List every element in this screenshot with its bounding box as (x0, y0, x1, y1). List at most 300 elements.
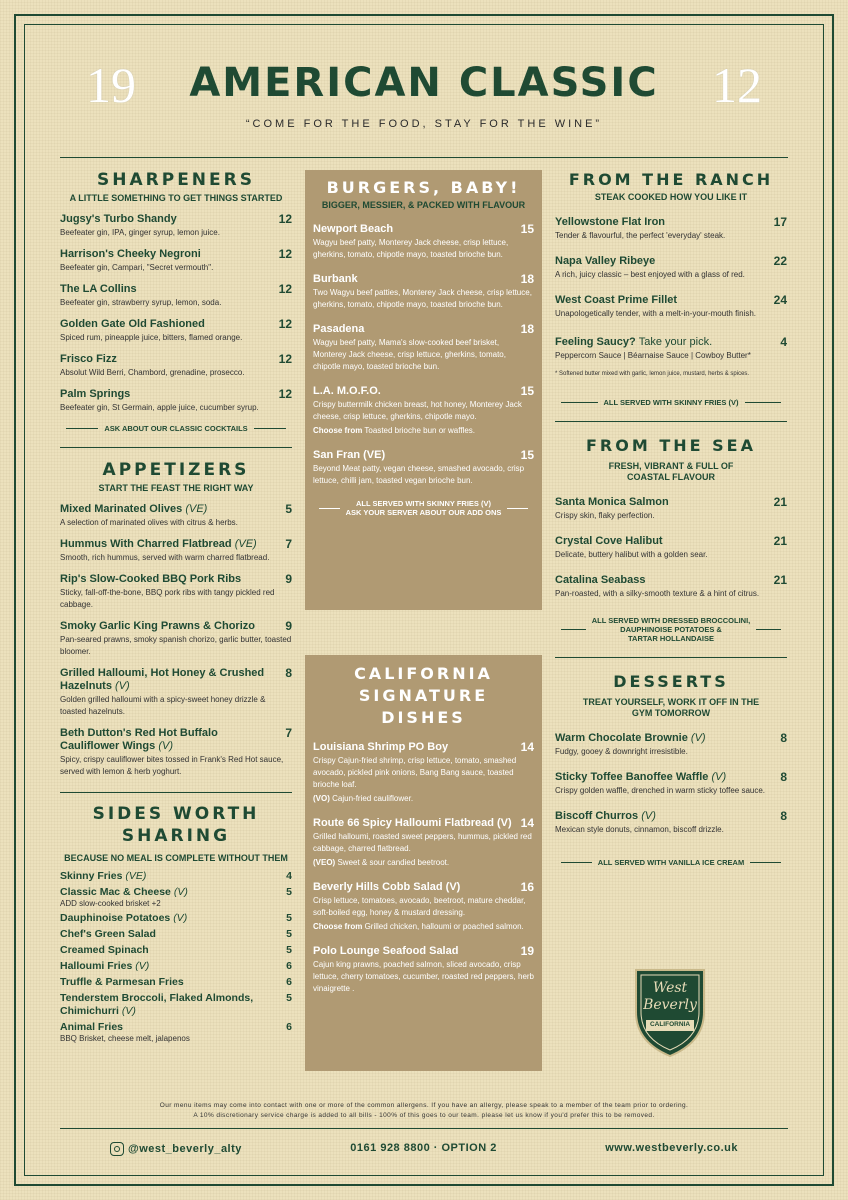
side-name (60, 886, 188, 899)
side-name-text: Skinny Fries (60, 870, 123, 882)
item-name (60, 283, 137, 296)
item-price: 22 (773, 254, 787, 268)
menu-item (555, 255, 787, 281)
item-name (313, 817, 512, 830)
side-name (60, 1021, 123, 1034)
item-description: Peppercorn Sauce | Béarnaise Sauce | Cowboy Butter* (555, 351, 751, 360)
instagram-icon (110, 1142, 124, 1156)
item-price: 24 (773, 293, 787, 307)
menu-item (60, 667, 292, 718)
item-name (555, 574, 646, 587)
item-name-text: Catalina Seabass (555, 574, 646, 586)
item-row (60, 503, 292, 516)
dietary-tag: (V) (135, 960, 150, 972)
item-name-text: Burbank (313, 273, 358, 285)
option-label: (VO) (313, 794, 330, 803)
side-description: ADD slow-cooked brisket +2 (60, 899, 161, 908)
item-price: 8 (285, 666, 292, 680)
item-price: 9 (285, 572, 292, 586)
side-price: 5 (286, 944, 292, 956)
item-name (60, 727, 279, 753)
side-name-text: Truffle & Parmesan Fries (60, 976, 184, 988)
item-option (313, 921, 534, 933)
item-price: 19 (520, 944, 534, 958)
item-name-text: Palm Springs (60, 388, 131, 400)
logo-text-california: CALIFORNIA (649, 1021, 691, 1028)
menu-item (555, 574, 787, 600)
item-price: 21 (773, 495, 787, 509)
item-name (60, 620, 255, 633)
menu-item (555, 810, 787, 836)
item-row (60, 573, 292, 586)
side-row (60, 886, 292, 899)
west-beverly-logo (630, 962, 710, 1058)
item-option (313, 793, 534, 805)
item-row (60, 318, 292, 331)
item-description: Absolut Wild Berri, Chambord, grenadine, prosecco. (60, 368, 245, 377)
item-name-text: Yellowstone Flat Iron (555, 216, 666, 228)
dietary-tag: (V) (173, 886, 188, 898)
dietary-tag: (VE) (125, 870, 147, 882)
item-price: 7 (285, 537, 292, 551)
desserts-section (555, 672, 787, 867)
item-name (555, 255, 655, 268)
item-row (555, 535, 787, 548)
item-description: Crispy skin, flaky perfection. (555, 511, 655, 520)
item-price: 15 (520, 448, 534, 462)
dietary-tag: (VE) (234, 538, 257, 550)
item-price: 12 (278, 247, 292, 261)
side-item (60, 870, 292, 883)
logo-text-west: West (652, 980, 688, 996)
sharpeners-section (60, 170, 292, 433)
item-price: 14 (520, 816, 534, 830)
section-title-line2: SIGNATURE (358, 686, 489, 705)
menu-item (555, 216, 787, 242)
item-description: Grilled halloumi, roasted sweet peppers, hummus, pickled red cabbage, charred flatbread. (313, 832, 532, 853)
item-description: Cajun king prawns, poached salmon, sliced avocado, crisp lettuce, cherry tomatoes, cucumber, roasted red peppers, herb vinaigrette . (313, 960, 535, 993)
option-text: Cajun-fried cauliflower. (332, 794, 414, 803)
item-price: 16 (520, 880, 534, 894)
item-row (60, 388, 292, 401)
side-name-text: Creamed Spinach (60, 944, 149, 956)
item-price: 12 (278, 352, 292, 366)
item-name-text: Sticky Toffee Banoffee Waffle (555, 771, 709, 783)
item-row (555, 810, 787, 823)
side-name (60, 976, 184, 989)
divider (60, 447, 292, 448)
side-item (60, 912, 292, 925)
header-divider (60, 157, 788, 158)
sea-section (555, 436, 787, 643)
item-row (313, 385, 534, 398)
side-price: 5 (286, 992, 292, 1004)
item-name-text: Santa Monica Salmon (555, 496, 669, 508)
item-name (555, 732, 706, 745)
menu-item (555, 732, 787, 758)
item-description: A selection of marinated olives with citrus & herbs. (60, 518, 238, 527)
menu-item (313, 323, 534, 373)
left-column (60, 170, 292, 1044)
instagram-link[interactable] (110, 1142, 242, 1156)
item-price: 8 (780, 809, 787, 823)
item-description: Pan-roasted, with a silky-smooth texture & a hint of citrus. (555, 589, 760, 598)
section-title: DESSERTS (613, 672, 729, 691)
item-name-text: Hummus With Charred Flatbread (60, 538, 232, 550)
menu-item (555, 496, 787, 522)
item-price: 17 (773, 215, 787, 229)
item-row (60, 353, 292, 366)
side-item (60, 1021, 292, 1044)
item-row (555, 496, 787, 509)
menu-item (313, 945, 534, 995)
website-link[interactable]: www.westbeverly.co.uk (605, 1142, 738, 1154)
item-price: 15 (520, 384, 534, 398)
menu-item (60, 620, 292, 658)
item-name: Feeling Saucy? (555, 336, 636, 348)
side-item (60, 960, 292, 973)
item-name-text: Beverly Hills Cobb Salad (V) (313, 881, 461, 893)
item-price: 15 (520, 222, 534, 236)
item-name-text: Polo Lounge Seafood Salad (313, 945, 459, 957)
section-subtitle: START THE FEAST THE RIGHT WAY (98, 483, 254, 493)
item-name (313, 223, 393, 236)
item-row (313, 881, 534, 894)
item-description: Wagyu beef patty, Monterey Jack cheese, crisp lettuce, gherkins, tomato, chipotle mayo, toasted brioche bun. (313, 238, 509, 259)
item-price: 12 (278, 282, 292, 296)
menu-item (313, 273, 534, 311)
item-name (60, 248, 201, 261)
item-option (313, 857, 534, 869)
side-row (60, 976, 292, 989)
item-description: Beyond Meat patty, vegan cheese, smashed avocado, crisp lettuce, chilli jam, toasted vegan brioche bun. (313, 464, 525, 485)
item-name (313, 385, 381, 398)
divider (555, 657, 787, 658)
item-name (60, 388, 130, 401)
phone-number[interactable]: 0161 928 8800 · OPTION 2 (350, 1142, 497, 1154)
side-price: 6 (286, 976, 292, 988)
item-description: Sticky, fall-off-the-bone, BBQ pork ribs with tangy pickled red cabbage. (60, 588, 275, 609)
item-name (60, 318, 205, 331)
right-column (555, 170, 787, 867)
item-name-text: Warm Chocolate Brownie (555, 732, 688, 744)
section-title: SHARPENERS (97, 170, 255, 190)
item-name-text: Pasadena (313, 323, 365, 335)
item-name-text: Grilled Halloumi, Hot Honey & Crushed Hazelnuts (60, 667, 265, 692)
item-description: Crispy Cajun-fried shrimp, crisp lettuce, tomato, smashed avocado, pickled pink onions, Bang Bang sauce, toasted brioche loaf. (313, 756, 517, 789)
section-subtitle: A LITTLE SOMETHING TO GET THINGS STARTED (69, 193, 283, 203)
allergy-note: Our menu items may come into contact with one or more of the common allergens. If you have an allergy, please speak to a member of the team prior to ordering. A 10% discretionary service charge is added to all bills - 100% of this goes to our team. please let us know if you'd prefer this to be removed. (159, 1102, 689, 1119)
item-row (555, 216, 787, 229)
item-description: Beefeater gin, strawberry syrup, lemon, soda. (60, 298, 222, 307)
item-name (60, 213, 177, 226)
option-text: Sweet & sour candied beetroot. (337, 858, 450, 867)
menu-item (60, 353, 292, 379)
item-price: 7 (285, 726, 292, 740)
item-price: 8 (780, 770, 787, 784)
item-name-text: San Fran (VE) (313, 449, 386, 461)
item-name-text: Harrison's Cheeky Negroni (60, 248, 201, 260)
section-title: APPETIZERS (102, 460, 250, 480)
item-description: Fudgy, gooey & downright irresistible. (555, 747, 688, 756)
year-right: 12 (712, 57, 762, 113)
side-name (60, 960, 149, 973)
item-name (60, 667, 279, 693)
item-description: Crispy buttermilk chicken breast, hot honey, Monterey Jack cheese, crisp lettuce, gherkins, chipotle mayo. (313, 400, 522, 421)
menu-item (60, 538, 292, 564)
menu-item (555, 294, 787, 320)
side-row (60, 870, 292, 883)
side-price: 6 (286, 1021, 292, 1033)
section-subtitle: FRESH, VIBRANT & FULL OF COASTAL FLAVOUR (608, 461, 734, 482)
burgers-panel (305, 170, 542, 610)
item-description: Pan-seared prawns, smoky spanish chorizo, garlic butter, toasted bloomer. (60, 635, 292, 656)
section-title-line1: SIDES WORTH (92, 804, 260, 824)
menu-item (313, 881, 534, 933)
item-description: Crispy golden waffle, drenched in warm sticky toffee sauce. (555, 786, 766, 795)
section-subtitle: BIGGER, MESSIER, & PACKED WITH FLAVOUR (321, 200, 526, 210)
side-item (60, 992, 292, 1018)
section-title: FROM THE SEA (586, 436, 756, 455)
item-row (60, 538, 292, 551)
signature-panel (305, 655, 542, 1071)
dietary-tag: (V) (121, 1005, 136, 1017)
side-item (60, 886, 292, 909)
ranch-note: ALL SERVED WITH SKINNY FRIES (V) (555, 398, 787, 407)
tagline: “COME FOR THE FOOD, STAY FOR THE WINE” (245, 118, 603, 130)
menu-item (313, 385, 534, 437)
item-name-text: Jugsy's Turbo Shandy (60, 213, 177, 225)
item-price: 9 (285, 619, 292, 633)
footer-divider (60, 1128, 788, 1129)
menu-item (60, 283, 292, 309)
item-row (313, 323, 534, 336)
item-name (555, 216, 665, 229)
item-name-text: The LA Collins (60, 283, 137, 295)
side-name (60, 992, 286, 1018)
footer (110, 1142, 738, 1156)
item-price: 18 (520, 322, 534, 336)
item-price: 12 (278, 317, 292, 331)
item-name-text: Smoky Garlic King Prawns & Chorizo (60, 620, 255, 632)
item-name (555, 496, 669, 509)
side-row (60, 928, 292, 941)
item-description: Wagyu beef patty, Mama's slow-cooked beef brisket, Monterey Jack cheese, crisp lettuce, gherkins, tomato, chipotle mayo, toasted brioche bun. (313, 338, 506, 371)
item-description: Mexican style donuts, cinnamon, biscoff drizzle. (555, 825, 724, 834)
side-price: 5 (286, 912, 292, 924)
item-row (313, 817, 534, 830)
section-subtitle: STEAK COOKED HOW YOU LIKE IT (594, 192, 748, 202)
item-name (60, 573, 241, 586)
item-name-text: Napa Valley Ribeye (555, 255, 656, 267)
section-title: BURGERS, BABY! (326, 178, 521, 197)
menu-item (60, 727, 292, 778)
item-price: 21 (773, 573, 787, 587)
item-price: 4 (780, 335, 787, 349)
item-description: Golden grilled halloumi with a spicy-sweet honey drizzle & toasted hazelnuts. (60, 695, 266, 716)
item-name (60, 353, 117, 366)
side-row (60, 1021, 292, 1034)
desserts-note: ALL SERVED WITH VANILLA ICE CREAM (555, 858, 787, 867)
item-name (555, 535, 663, 548)
year-left: 19 (86, 57, 136, 113)
item-name (313, 273, 358, 286)
section-title-line2: SHARING (121, 826, 231, 846)
option-label: (VEO) (313, 858, 336, 867)
side-row (60, 912, 292, 925)
side-name (60, 912, 187, 925)
item-description: Spicy, crispy cauliflower bites tossed in Frank's Red Hot sauce, served with lemon & herb yoghurt. (60, 755, 284, 776)
item-name-text: West Coast Prime Fillet (555, 294, 678, 306)
item-row (555, 732, 787, 745)
side-name (60, 870, 146, 883)
item-price: 12 (278, 212, 292, 226)
item-price: 5 (285, 502, 292, 516)
section-subtitle: TREAT YOURSELF, WORK IT OFF IN THE GYM TOMORROW (582, 697, 760, 718)
item-name (313, 323, 364, 336)
side-row (60, 960, 292, 973)
side-item (60, 976, 292, 989)
item-row (555, 574, 787, 587)
option-label: Choose from (313, 426, 363, 435)
menu-item (313, 449, 534, 487)
appetizers-section (60, 460, 292, 778)
side-item (60, 928, 292, 941)
item-option (313, 425, 534, 437)
item-name-text: Crystal Cove Halibut (555, 535, 663, 547)
divider (60, 792, 292, 793)
logo-text-beverly: Beverly (643, 997, 697, 1013)
instagram-handle: @west_beverly_alty (128, 1143, 242, 1155)
item-description: Delicate, buttery halibut with a golden sear. (555, 550, 708, 559)
item-row (60, 213, 292, 226)
item-note: Take your pick. (638, 336, 713, 348)
item-name (313, 945, 458, 958)
footnote: * Softened butter mixed with garlic, lemon juice, mustard, herbs & spices. (555, 371, 750, 377)
option-text: Grilled chicken, halloumi or poached salmon. (364, 922, 524, 931)
item-name-text: Frisco Fizz (60, 353, 117, 365)
item-description: Spiced rum, pineapple juice, bitters, flamed orange. (60, 333, 243, 342)
item-name-text: Rip's Slow-Cooked BBQ Pork Ribs (60, 573, 242, 585)
item-row (60, 667, 292, 693)
item-row (313, 741, 534, 754)
item-name (60, 503, 207, 516)
item-description: Beefeater gin, IPA, ginger syrup, lemon juice. (60, 228, 220, 237)
side-name-text: Animal Fries (60, 1021, 124, 1033)
section-title-line3: DISHES (381, 708, 466, 727)
menu-title: AMERICAN CLASSIC (189, 60, 659, 106)
section-title: FROM THE RANCH (568, 170, 774, 189)
item-name (60, 538, 257, 551)
item-row (60, 283, 292, 296)
side-description: BBQ Brisket, cheese melt, jalapenos (60, 1034, 190, 1043)
menu-item (313, 741, 534, 805)
side-item (60, 944, 292, 957)
item-price: 12 (278, 387, 292, 401)
dietary-tag: (V) (690, 732, 706, 744)
divider (555, 421, 787, 422)
item-description: Beefeater gin, Campari, "Secret vermouth". (60, 263, 214, 272)
side-price: 4 (286, 870, 292, 882)
item-name-text: Louisiana Shrimp PO Boy (313, 741, 449, 753)
item-name-text: Route 66 Spicy Halloumi Flatbread (V) (313, 817, 512, 829)
menu-item (555, 535, 787, 561)
item-row (313, 449, 534, 462)
section-subtitle: BECAUSE NO MEAL IS COMPLETE WITHOUT THEM (64, 853, 288, 863)
side-name (60, 944, 149, 957)
side-name-text: Dauphinoise Potatoes (60, 912, 171, 924)
item-price: 18 (520, 272, 534, 286)
menu-item (60, 213, 292, 239)
item-description: Tender & flavourful, the perfect 'everyday' steak. (555, 231, 726, 240)
item-price: 8 (780, 731, 787, 745)
menu-item (60, 388, 292, 414)
item-description: Unapologetically tender, with a melt-in-your-mouth finish. (555, 309, 756, 318)
sea-note: ALL SERVED WITH DRESSED BROCCOLINI, DAUPHINOISE POTATOES & TARTAR HOLLANDAISE (555, 616, 787, 643)
item-name (555, 771, 726, 784)
item-row (60, 727, 292, 753)
item-description: Two Wagyu beef patties, Monterey Jack cheese, crisp lettuce, gherkins, tomato, chipotle mayo, toasted brioche bun. (313, 288, 532, 309)
item-row (313, 273, 534, 286)
menu-item (313, 223, 534, 261)
item-name-text: Mixed Marinated Olives (60, 503, 183, 515)
item-price: 14 (520, 740, 534, 754)
item-description: Crisp lettuce, tomatoes, avocado, beetroot, mature cheddar, soft-boiled egg, honey & mustard dressing. (313, 896, 526, 917)
item-name-text: Beth Dutton's Red Hot Buffalo Cauliflower Wings (60, 727, 218, 752)
item-name (555, 810, 656, 823)
side-row (60, 992, 292, 1018)
item-name (313, 449, 385, 462)
option-label: Choose from (313, 922, 363, 931)
item-description: A rich, juicy classic – best enjoyed with a glass of red. (555, 270, 745, 279)
item-row (60, 620, 292, 633)
side-price: 5 (286, 886, 292, 898)
side-name-text: Classic Mac & Cheese (60, 886, 171, 898)
item-row (555, 771, 787, 784)
dietary-tag: (VE) (185, 503, 208, 515)
sides-section (60, 803, 292, 1044)
side-name-text: Halloumi Fries (60, 960, 133, 972)
item-name (555, 294, 677, 307)
item-name-text: Golden Gate Old Fashioned (60, 318, 205, 330)
dietary-tag: (V) (115, 680, 130, 692)
menu-item (60, 503, 292, 529)
side-name (60, 928, 156, 941)
item-name-text: Biscoff Churros (555, 810, 639, 822)
item-row (555, 294, 787, 307)
menu-item (555, 336, 787, 380)
dietary-tag: (V) (641, 810, 656, 822)
dietary-tag: (V) (158, 740, 173, 752)
cocktails-note: ASK ABOUT OUR CLASSIC COCKTAILS (60, 424, 292, 433)
item-name (313, 881, 460, 894)
menu-item (313, 817, 534, 869)
menu-item (60, 573, 292, 611)
menu-item (60, 248, 292, 274)
item-price: 21 (773, 534, 787, 548)
item-name-text: L.A. M.O.F.O. (313, 385, 381, 397)
item-description: Beefeater gin, St Germain, apple juice, cucumber syrup. (60, 403, 259, 412)
option-text: Toasted brioche bun or waffles. (364, 426, 476, 435)
item-row (60, 248, 292, 261)
dietary-tag: (V) (711, 771, 727, 783)
item-row (313, 223, 534, 236)
burgers-note: ALL SERVED WITH SKINNY FRIES (V) ASK YOUR SERVER ABOUT OUR ADD ONS (313, 499, 534, 517)
side-row (60, 944, 292, 957)
side-price: 6 (286, 960, 292, 972)
item-row (313, 945, 534, 958)
item-name-text: Newport Beach (313, 223, 394, 235)
